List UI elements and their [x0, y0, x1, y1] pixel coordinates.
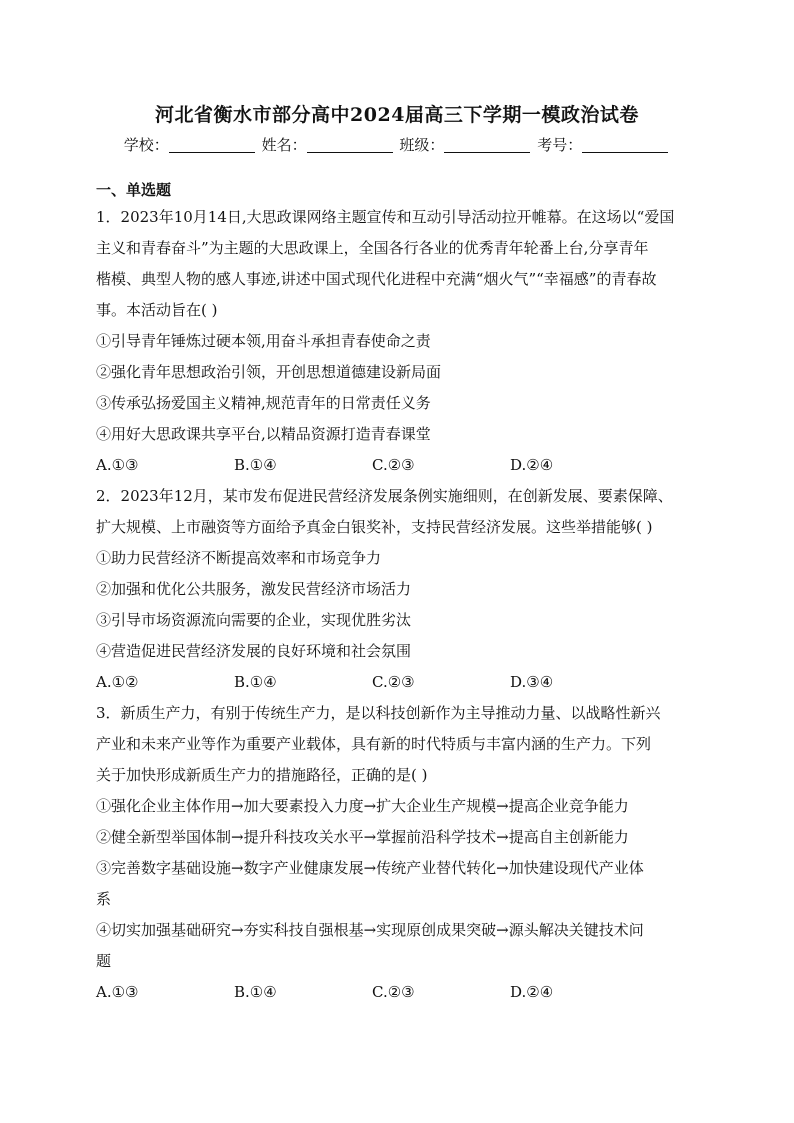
question-statement: ③传承弘扬爱国主义精神,规范青年的日常责任义务: [96, 394, 431, 412]
question-stem-line: 3．新质生产力，有别于传统生产力，是以科技创新作为主导推动力量、以战略性新兴: [96, 704, 661, 722]
name-label: 姓名：: [261, 136, 307, 154]
question-stem-line: 扩大规模、上市融资等方面给予真金白银奖补，支持民营经济发展。这些举措能够( ): [96, 518, 653, 536]
option-d: D.③④: [510, 673, 554, 691]
question-statement: ③引导市场资源流向需要的企业，实现优胜劣汰: [96, 611, 412, 629]
question-statement: 系: [96, 890, 112, 908]
option-a: A.①③: [96, 983, 139, 1001]
school-label: 学校：: [123, 136, 169, 154]
option-b: B.①④: [234, 983, 277, 1001]
question-stem-line: 关于加快形成新质生产力的措施路径，正确的是( ): [96, 766, 428, 784]
option-d: D.②④: [510, 983, 554, 1001]
option-a: A.①②: [96, 673, 139, 691]
question-statement: ①强化企业主体作用→加大要素投入力度→扩大企业生产规模→提高企业竞争能力: [96, 797, 629, 815]
question-statement: ③完善数字基础设施→数字产业健康发展→传统产业替代转化→加快建设现代产业体: [96, 859, 644, 877]
student-info-line: [0, 134, 794, 155]
exam-content: [96, 178, 696, 1008]
option-b: B.①④: [234, 673, 277, 691]
exam-title: 河北省衡水市部分高中2024届高三下学期一模政治试卷: [155, 104, 639, 126]
question-statement: ②健全新型举国体制→提升科技攻关水平→掌握前沿科学技术→提高自主创新能力: [96, 828, 629, 846]
question-stem-line: 主义和青春奋斗”为主题的大思政课上，全国各行各业的优秀青年轮番上台,分享青年: [96, 239, 649, 257]
option-c: C.②③: [372, 983, 415, 1001]
question-1: [96, 202, 696, 481]
question-statement: 题: [96, 952, 112, 970]
class-label: 班级：: [399, 136, 445, 154]
question-statement: ①助力民营经济不断提高效率和市场竞争力: [96, 549, 382, 567]
question-2: [96, 481, 696, 698]
section-title: 一、单选题: [96, 181, 172, 199]
exam-number-label: 考号：: [537, 136, 583, 154]
exam-number-blank: [582, 138, 668, 153]
question-statement: ①引导青年锤炼过硬本领,用奋斗承担青春使命之责: [96, 332, 431, 350]
question-statement: ④营造促进民营经济发展的良好环境和社会氛围: [96, 642, 412, 660]
question-stem-line: 1．2023年10月14日,大思政课网络主题宣传和互动引导活动拉开帷幕。在这场以“爱国: [96, 208, 675, 226]
question-stem-line: 产业和未来产业等作为重要产业载体，具有新的时代特质与丰富内涵的生产力。下列: [96, 735, 652, 753]
class-blank: [444, 138, 530, 153]
school-blank: [169, 138, 255, 153]
option-a: A.①③: [96, 456, 139, 474]
answer-options: [96, 450, 696, 481]
question-statement: ④用好大思政课共享平台,以精品资源打造青春课堂: [96, 425, 431, 443]
answer-options: [96, 977, 696, 1008]
question-3: [96, 698, 696, 1008]
option-c: C.②③: [372, 673, 415, 691]
question-statement: ②加强和优化公共服务，激发民营经济市场活力: [96, 580, 412, 598]
question-statement: ②强化青年思想政治引领，开创思想道德建设新局面: [96, 363, 442, 381]
option-b: B.①④: [234, 456, 277, 474]
option-d: D.②④: [510, 456, 554, 474]
question-stem-line: 事。本活动旨在( ): [96, 301, 218, 319]
question-statement: ④切实加强基础研究→夯实科技自强根基→实现原创成果突破→源头解决关键技术问: [96, 921, 644, 939]
name-blank: [307, 138, 393, 153]
option-c: C.②③: [372, 456, 415, 474]
answer-options: [96, 667, 696, 698]
question-stem-line: 2．2023年12月，某市发布促进民营经济发展条例实施细则，在创新发展、要素保障、: [96, 487, 673, 505]
question-stem-line: 楷模、典型人物的感人事迹,讲述中国式现代化进程中充满“烟火气”“幸福感”的青春故: [96, 270, 657, 288]
